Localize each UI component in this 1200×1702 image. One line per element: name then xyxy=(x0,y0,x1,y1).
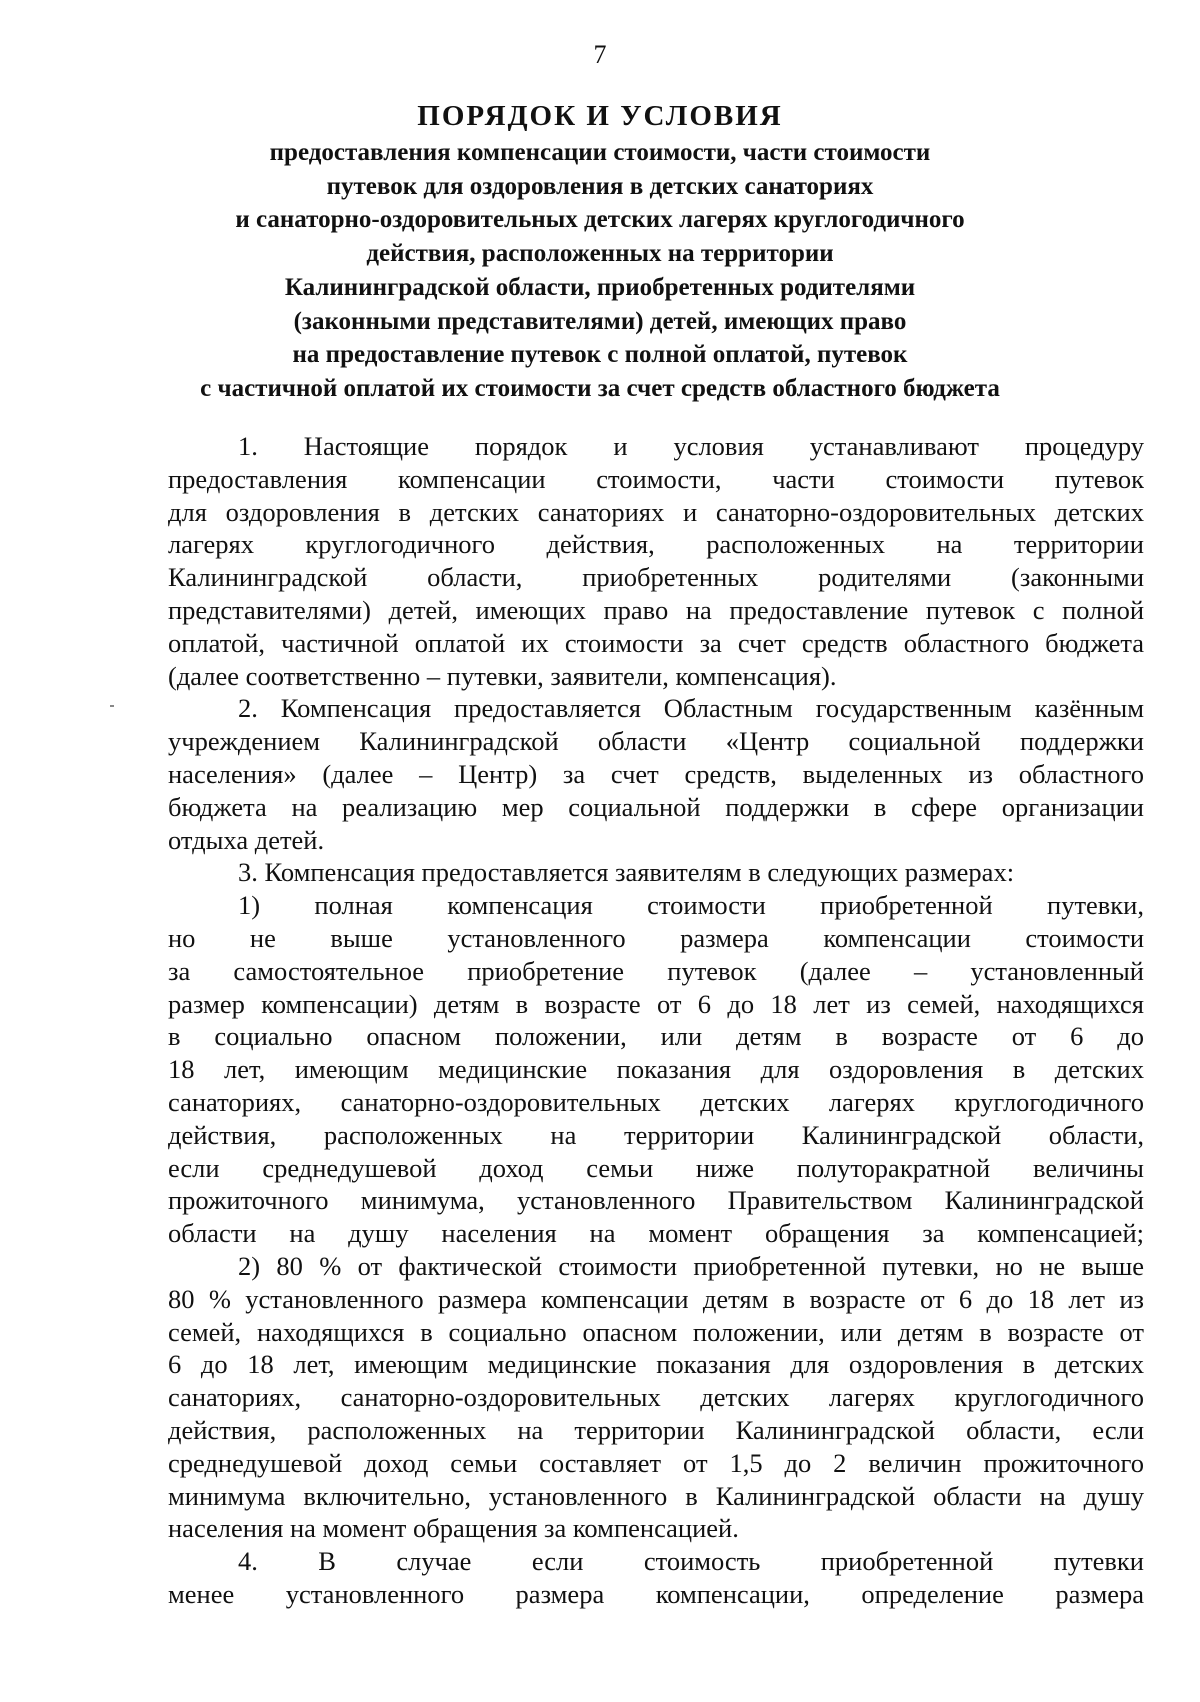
scan-speck xyxy=(110,705,114,707)
body-line: менее установленного размера компенсации, определение размера xyxy=(168,1578,1144,1609)
body-line: бюджета на реализацию мер социальной поддержки в сфере организации xyxy=(168,791,1144,822)
body-line: предоставления компенсации стоимости, части стоимости путевок xyxy=(168,463,1144,494)
body-line: лагерях круглогодичного действия, расположенных на территории xyxy=(168,529,1144,560)
subtitle-line: действия, расположенных на территории xyxy=(366,240,834,268)
body-line: 2. Компенсация предоставляется Областным государственным казённым xyxy=(238,693,1144,724)
body-line: 18 лет, имеющим медицинские показания для оздоровления в детских xyxy=(168,1054,1144,1085)
body-line: действия, расположенных на территории Калининградской области, если xyxy=(168,1414,1144,1445)
document-title: ПОРЯДОК И УСЛОВИЯ xyxy=(417,100,783,132)
subtitle-line: Калининградской области, приобретенных родителями xyxy=(284,273,916,301)
subtitle-line: и санаторно-оздоровительных детских лагерях круглогодичного xyxy=(235,206,965,234)
body-line: для оздоровления в детских санаториях и санаторно-оздоровительных детских xyxy=(168,496,1144,527)
subtitle-line: предоставления компенсации стоимости, части стоимости xyxy=(269,139,931,166)
body-line: области на душу населения на момент обращения за компенсацией; xyxy=(168,1218,1144,1249)
document-subtitle xyxy=(150,136,1050,406)
body-line: 1. Настоящие порядок и условия устанавливают процедуру xyxy=(238,431,1144,461)
body-line: представителями) детей, имеющих право на предоставление путевок с полной xyxy=(168,594,1144,625)
body-line: за самостоятельное приобретение путевок (далее – установленный xyxy=(168,955,1144,986)
body-line: Калининградской области, приобретенных родителями (законными xyxy=(168,562,1144,593)
subtitle-line: с частичной оплатой их стоимости за счет средств областного бюджета xyxy=(200,374,1000,402)
body-line: 6 до 18 лет, имеющим медицинские показания для оздоровления в детских xyxy=(168,1349,1144,1380)
body-line: 3. Компенсация предоставляется заявителям в следующих размерах: xyxy=(238,857,1015,888)
body-line: населения на момент обращения за компенсацией. xyxy=(168,1513,739,1544)
body-line: 1) полная компенсация стоимости приобретенной путевки, xyxy=(238,890,1144,921)
document-heading xyxy=(150,96,1050,406)
body-line: отдыха детей. xyxy=(168,824,325,855)
body-line: в социально опасном положении, или детям в возрасте от 6 до xyxy=(168,1021,1144,1052)
body-line: санаториях, санаторно-оздоровительных детских лагерях круглогодичного xyxy=(168,1382,1144,1413)
document-body xyxy=(168,430,1144,1611)
body-line: семей, находящихся в социально опасном положении, или детям в возрасте от xyxy=(168,1316,1144,1347)
body-line: населения» (далее – Центр) за счет средств, выделенных из областного xyxy=(168,758,1144,789)
body-line: если среднедушевой доход семьи ниже полуторакратной величины xyxy=(168,1152,1144,1183)
body-line: действия, расположенных на территории Калининградской области, xyxy=(168,1119,1144,1150)
body-line: минимума включительно, установленного в Калининградской области на душу xyxy=(168,1480,1144,1511)
body-line: среднедушевой доход семьи составляет от 1,5 до 2 величин прожиточного xyxy=(168,1447,1144,1478)
body-line: санаториях, санаторно-оздоровительных детских лагерях круглогодичного xyxy=(168,1086,1144,1117)
body-line: 4. В случае если стоимость приобретенной путевки xyxy=(238,1546,1144,1577)
body-line: размер компенсации) детям в возрасте от 6 до 18 лет из семей, находящихся xyxy=(168,988,1144,1019)
subtitle-line: на предоставление путевок с полной оплатой, путевок xyxy=(292,341,908,369)
subtitle-line: путевок для оздоровления в детских санаториях xyxy=(326,172,874,200)
body-line: 2) 80 % от фактической стоимости приобретенной путевки, но не выше xyxy=(238,1250,1144,1281)
body-line: прожиточного минимума, установленного Правительством Калининградской xyxy=(168,1185,1144,1216)
body-line: (далее соответственно – путевки, заявители, компенсация). xyxy=(168,660,837,691)
body-line: учреждением Калининградской области «Центр социальной поддержки xyxy=(168,726,1144,757)
body-line: 80 % установленного размера компенсации детям в возрасте от 6 до 18 лет из xyxy=(168,1283,1144,1314)
subtitle-line: (законными представителями) детей, имеющих право xyxy=(293,307,907,335)
page-number: 7 xyxy=(593,40,607,69)
body-line: но не выше установленного размера компенсации стоимости xyxy=(168,922,1144,953)
body-line: оплатой, частичной оплатой их стоимости за счет средств областного бюджета xyxy=(168,627,1144,658)
